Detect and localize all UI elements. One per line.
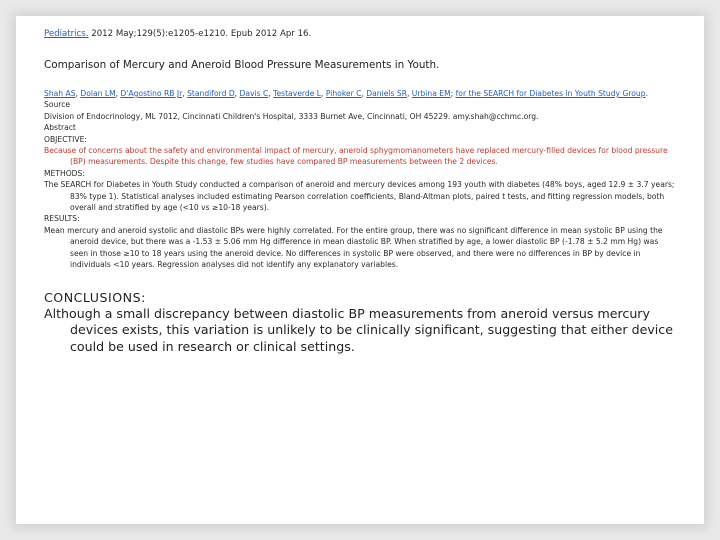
author-link[interactable]: D'Agostino RB Jr [120,89,183,98]
article-title: Comparison of Mercury and Aneroid Blood Pressure Measurements in Youth. [44,59,440,71]
author-link[interactable]: Standiford D [187,89,235,98]
source-label: Source [44,100,71,110]
citation [44,28,676,40]
author-link[interactable]: Davis C [239,89,269,98]
conclusions-label: CONCLUSIONS: [44,289,146,305]
author-list: Shah AS, Dolan LM, D'Agostino RB Jr, Standiford D, Davis C, Testaverde L, Pihoker C, Daniels SR, Urbina EM; for the SEARCH for Diabetes in Youth Study Group. [44,89,648,98]
study-group-link[interactable]: for the SEARCH for Diabetes in Youth Study Group [455,89,646,98]
objective-text: Because of concerns about the safety and environmental impact of mercury, aneroid sphygmomanometers have replaced mercury-filled devices for blood pressure (BP) measurements. Despite this change, few studies have compared BP measurements between the 2 devices. [44,146,668,167]
slide [16,16,704,524]
author-link[interactable]: Testaverde L [273,89,322,98]
citation-details: 2012 May;129(5):e1205-e1210. Epub 2012 Apr 16. [88,29,312,39]
conclusions-text: Although a small discrepancy between diastolic BP measurements from aneroid versus mercury devices exists, this variation is unlikely to be clinically significant, suggesting that either device could be used in research or clinical settings. [44,305,673,354]
author-link[interactable]: Dolan LM [80,89,116,98]
results-text: Mean mercury and aneroid systolic and diastolic BPs were highly correlated. For the entire group, there was no significant difference in mean systolic BP using the aneroid device, but there was a -1.53 ± 5.06 mm Hg difference in mean diastolic BP. When stratified by age, a lower diastolic BP (-1.78 ± 5.2 mm Hg) was seen in those ≥10 to 18 years using the aneroid device. No differences in systolic BP were observed, and there were no differences in BP by device in individuals <10 years. Regression analyses did not identify any explanatory variables. [44,225,663,270]
journal-link[interactable]: Pediatrics. [44,29,89,39]
author-link[interactable]: Daniels SR [366,89,407,98]
source-text: Division of Endocrinology, ML 7012, Cincinnati Children's Hospital, 3333 Burnet Ave, Cincinnati, OH 45229. amy.shah@cchmc.org. [44,111,539,121]
methods-label: METHODS: [44,168,85,178]
results-label: RESULTS: [44,214,80,224]
author-link[interactable]: Urbina EM [411,89,451,98]
author-link[interactable]: Pihoker C [325,89,362,98]
author-link[interactable]: Shah AS [44,89,76,98]
abstract-content [44,28,676,355]
abstract-label: Abstract [44,123,76,133]
objective-label: OBJECTIVE: [44,134,87,144]
methods-text: The SEARCH for Diabetes in Youth Study conducted a comparison of aneroid and mercury devices among 193 youth with diabetes (48% boys, aged 12.9 ± 3.7 years; 83% type 1). Statistical analyses included estimating Pearson correlation coefficients, Bland-Altman plots, paired t tests, and fitting regression models, both overall and stratified by age (<10 vs ≥10-18 years). [44,180,675,213]
